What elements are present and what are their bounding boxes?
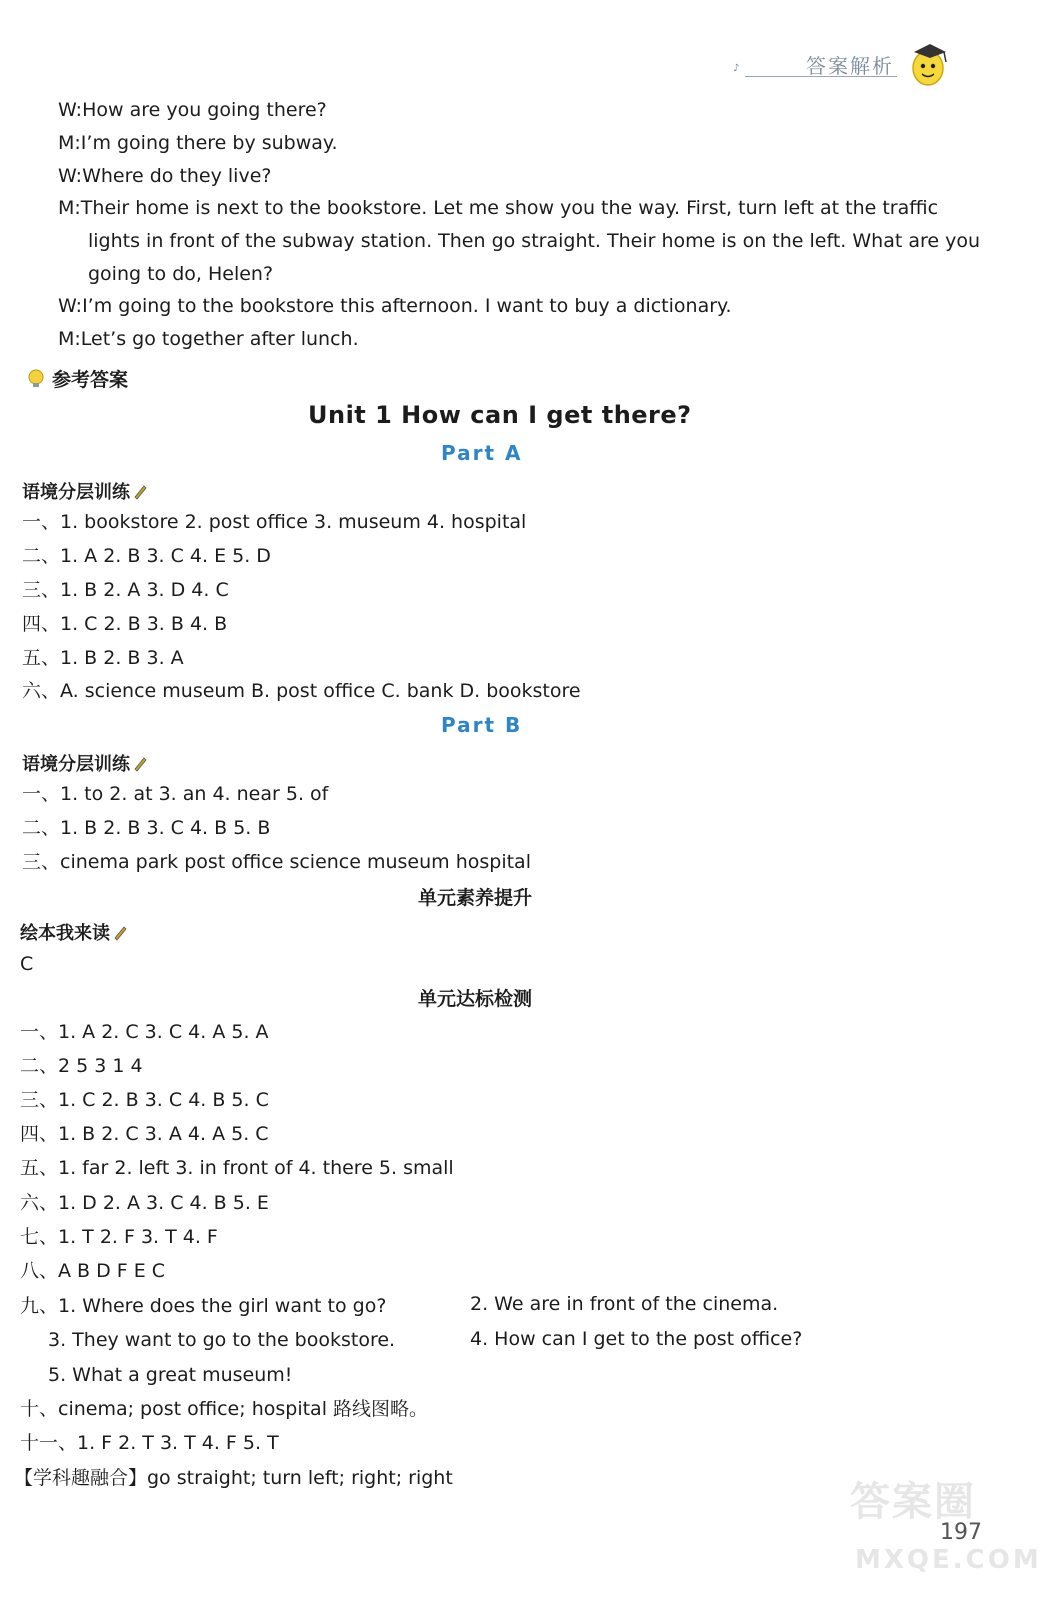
dialogue-line: M:I’m going there by subway.	[58, 132, 338, 154]
answer-line: 一、1. to 2. at 3. an 4. near 5. of	[22, 783, 329, 805]
header-note-icon: ♪	[733, 63, 740, 74]
answer-line: 七、1. T 2. F 3. T 4. F	[20, 1226, 218, 1248]
answer-line: 六、1. D 2. A 3. C 4. B 5. E	[20, 1192, 269, 1214]
dialogue-line: W:I’m going to the bookstore this afternoon. I want to buy a dictionary.	[58, 295, 732, 317]
dialogue-line: M:Let’s go together after lunch.	[58, 328, 359, 350]
mascot-icon	[906, 38, 952, 88]
answer-line: 六、A. science museum B. post office C. bank D. bookstore	[22, 680, 581, 702]
answer-line: 5. What a great museum!	[48, 1364, 293, 1386]
answer-line: 一、1. bookstore 2. post office 3. museum 4. hospital	[22, 511, 527, 533]
dialogue-line: lights in front of the subway station. Then go straight. Their home is on the left. What are you	[88, 230, 981, 252]
literacy-heading: 单元素养提升	[418, 887, 533, 909]
literacy-section-label: 绘本我来读	[20, 923, 110, 944]
watermark-logo: 答案圈	[850, 1479, 976, 1525]
unit-test-heading: 单元达标检测	[418, 988, 533, 1010]
answer-line: 八、A B D F E C	[20, 1260, 166, 1282]
part-b-section	[22, 750, 148, 776]
answer-line: 五、1. far 2. left 3. in front of 4. there 5. small	[20, 1157, 454, 1179]
watermark-url: MXQE.COM	[855, 1545, 1042, 1575]
part-a-section	[22, 478, 148, 504]
lightbulb-icon	[25, 368, 47, 390]
part-b-label: Part B	[441, 713, 523, 737]
answer-line: 三、cinema park post office science museum hospital	[22, 851, 531, 873]
dialogue-line: W:How are you going there?	[58, 99, 327, 121]
answer-line: 四、1. C 2. B 3. B 4. B	[22, 613, 228, 635]
unit-title: Unit 1 How can I get there?	[308, 401, 692, 429]
reference-heading: 参考答案	[52, 369, 129, 391]
answer-line: 4. How can I get to the post office?	[470, 1328, 803, 1350]
dialogue-line: M:Their home is next to the bookstore. Let me show you the way. First, turn left at the traffic	[58, 197, 939, 219]
answer-line: 一、1. A 2. C 3. C 4. A 5. A	[20, 1021, 269, 1043]
answer-line: 3. They want to go to the bookstore.	[48, 1329, 396, 1351]
answer-line: 四、1. B 2. C 3. A 4. A 5. C	[20, 1123, 269, 1145]
part-a-section-label: 语境分层训练	[22, 482, 130, 503]
part-a-label: Part A	[441, 441, 523, 465]
answer-line: 三、1. C 2. B 3. C 4. B 5. C	[20, 1089, 269, 1111]
dialogue-line: going to do, Helen?	[88, 263, 274, 285]
answer-line: 十、cinema; post office; hospital 路线图略。	[20, 1398, 429, 1420]
answer-line: 十一、1. F 2. T 3. T 4. F 5. T	[20, 1432, 279, 1454]
answer-line: 三、1. B 2. A 3. D 4. C	[22, 579, 229, 601]
answer-line: 2. We are in front of the cinema.	[470, 1293, 779, 1315]
literacy-section	[20, 919, 128, 945]
pencil-icon	[132, 484, 148, 500]
page-number: 197	[940, 1520, 982, 1545]
dialogue-line: W:Where do they live?	[58, 165, 272, 187]
fusion-line: 【学科趣融合】go straight; turn left; right; right	[14, 1467, 453, 1489]
answer-line: 五、1. B 2. B 3. A	[22, 647, 184, 669]
header-title: 答案解析	[806, 54, 894, 78]
literacy-answer: C	[20, 953, 34, 975]
part-b-section-label: 语境分层训练	[22, 754, 130, 775]
answer-line: 二、2 5 3 1 4	[20, 1055, 143, 1077]
answer-line: 九、1. Where does the girl want to go?	[20, 1295, 387, 1317]
pencil-icon	[112, 925, 128, 941]
answer-line: 二、1. A 2. B 3. C 4. E 5. D	[22, 545, 271, 567]
pencil-icon	[132, 756, 148, 772]
answer-line: 二、1. B 2. B 3. C 4. B 5. B	[22, 817, 271, 839]
